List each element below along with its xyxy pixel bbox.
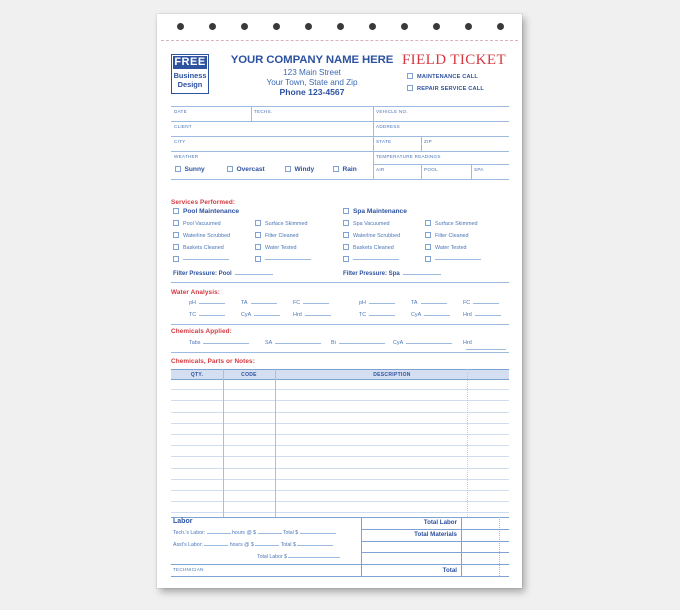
section-rule [171, 282, 509, 283]
checkbox-box[interactable] [343, 256, 349, 262]
checkbox-weather-rain[interactable] [333, 166, 357, 173]
input-line-total[interactable] [300, 533, 336, 534]
field-label: pH [359, 300, 366, 306]
field-tech-labor[interactable] [173, 530, 336, 536]
checkbox-box[interactable] [333, 166, 339, 172]
checkbox-box[interactable] [255, 220, 261, 226]
field-label: CyA [411, 312, 422, 318]
grid-rule [171, 106, 509, 107]
field-label: Hrd [463, 312, 472, 318]
section-rule [171, 517, 509, 518]
checkbox-spa-surface-skimmed[interactable] [425, 220, 478, 227]
checkbox-box[interactable] [425, 244, 431, 250]
checkbox-box[interactable] [255, 244, 261, 250]
checkbox-label: Baskets Cleaned [183, 245, 224, 251]
binding-hole [465, 23, 472, 30]
input-line[interactable] [288, 557, 340, 558]
field-ticket-form [157, 14, 522, 588]
checkbox-box[interactable] [175, 166, 181, 172]
checkbox-spa-water-tested[interactable] [425, 244, 466, 251]
field-label: Filter Pressure: Spa [343, 271, 400, 277]
field-asst-labor[interactable] [173, 542, 333, 548]
field-label-technician: TECHNICIAN [173, 567, 204, 572]
column-header-description: DESCRIPTION [373, 371, 411, 378]
section-divider [499, 517, 500, 576]
section-divider [461, 517, 462, 576]
total-label: Total [442, 566, 457, 574]
table-column-divider [275, 369, 276, 517]
checkbox-box[interactable] [407, 73, 413, 79]
grid-rule [171, 136, 509, 137]
grid-rule [171, 179, 509, 180]
totals-rule [361, 564, 509, 565]
input-line-rate[interactable] [258, 533, 282, 534]
input-line[interactable] [369, 303, 395, 304]
field-label: TA [411, 300, 418, 306]
field-label-state: STATE [376, 138, 392, 144]
checkbox-label: Overcast [236, 166, 265, 173]
field-label: TC [359, 312, 367, 318]
checkbox-pool-waterline-scrubbed[interactable] [173, 232, 230, 239]
checkbox-spa-vacuumed[interactable] [343, 220, 389, 227]
checkbox-pool-baskets-cleaned[interactable] [173, 244, 224, 251]
checkbox-label: Water Tested [265, 245, 297, 251]
field-label-address: ADDRESS [376, 123, 400, 129]
write-in-line[interactable] [435, 259, 481, 260]
checkbox-box[interactable] [173, 220, 179, 226]
checkbox-label: Spa Vacuumed [353, 221, 390, 227]
input-line-total[interactable] [297, 545, 333, 546]
field-ph-left[interactable] [189, 300, 225, 306]
company-phone: Phone 123-4567 [279, 87, 345, 97]
field-label: Asst's Labor: [173, 542, 203, 548]
section-rule [171, 576, 509, 577]
checkbox-label: Sunny [184, 166, 205, 173]
field-label: Total Labor $ [257, 554, 287, 560]
total-label: Total Materials [414, 531, 457, 538]
field-chem-hrd[interactable] [463, 340, 509, 352]
grid-rule [373, 164, 509, 165]
grid-rule [171, 121, 509, 122]
field-label: Filter Pressure: Pool [173, 271, 232, 277]
binding-hole [497, 23, 504, 30]
input-line-hours[interactable] [204, 545, 228, 546]
field-label-client: CLIENT [174, 123, 192, 129]
field-chem-tabs[interactable] [189, 340, 249, 346]
checkbox-pool-vacuumed[interactable] [173, 220, 221, 227]
company-city-state-zip: Your Town, State and Zip [266, 77, 358, 87]
checkbox-box[interactable] [343, 220, 349, 226]
checkbox-box[interactable] [285, 166, 291, 172]
grid-divider [421, 136, 422, 151]
checkbox-repair-service-call[interactable] [407, 85, 484, 92]
input-line[interactable] [475, 315, 501, 316]
field-label-date: DATE [174, 108, 187, 114]
checkbox-spa-custom-1[interactable] [343, 256, 399, 263]
checkbox-label: MAINTENANCE CALL [417, 74, 478, 80]
field-ph-right[interactable] [359, 300, 395, 306]
logo-design-text: Design [177, 80, 203, 90]
input-line-hours[interactable] [207, 533, 231, 534]
field-label: hours @ $ [232, 530, 257, 536]
free-business-design-logo [171, 54, 209, 94]
items-table [171, 369, 509, 517]
totals-rule [361, 541, 509, 542]
total-value-cell[interactable] [463, 566, 497, 575]
section-heading-water-analysis: Water Analysis: [171, 289, 220, 296]
input-line[interactable] [275, 343, 321, 344]
field-label-air: AIR [376, 166, 385, 172]
checkbox-label: Windy [294, 166, 315, 173]
checkbox-pool-water-tested[interactable] [255, 244, 296, 251]
column-header-qty: QTY. [190, 371, 204, 378]
grid-rule [171, 151, 509, 152]
checkbox-label: Waterline Scrubbed [353, 233, 401, 239]
binding-hole [369, 23, 376, 30]
field-label-techs: TECHS. [254, 108, 273, 114]
input-line-rate[interactable] [255, 545, 279, 546]
field-label: Tabs [189, 340, 201, 346]
checkbox-pool-maintenance[interactable] [173, 208, 239, 215]
field-label-spa: SPA [474, 166, 484, 172]
field-label: Total $ [280, 542, 296, 548]
input-line[interactable] [466, 349, 506, 350]
company-address: 123 Main Street [283, 68, 341, 77]
checkbox-spa-filter-cleaned[interactable] [425, 232, 469, 239]
logo-free-text: FREE [174, 56, 206, 69]
field-label: Hrd [293, 312, 302, 318]
input-line[interactable] [303, 303, 329, 304]
field-label: Hrd [463, 340, 472, 346]
table-column-divider [223, 369, 224, 517]
checkbox-label: Filter Cleaned [435, 233, 469, 239]
section-heading-services-performed: Services Performed: [171, 199, 236, 206]
checkbox-box[interactable] [425, 220, 431, 226]
checkbox-weather-windy[interactable] [285, 166, 314, 173]
field-filter-pressure-spa[interactable] [343, 271, 441, 277]
logo-business-text: Business [173, 71, 207, 81]
field-tc-left[interactable] [189, 312, 225, 318]
checkbox-box[interactable] [407, 85, 413, 91]
binding-hole [433, 23, 440, 30]
checkbox-label: Pool Maintenance [183, 208, 240, 215]
checkbox-label: Waterline Scrubbed [183, 233, 231, 239]
write-in-line[interactable] [265, 259, 311, 260]
checkbox-label: Water Tested [435, 245, 467, 251]
checkbox-label: Surface Skimmed [435, 221, 478, 227]
field-label: TA [241, 300, 248, 306]
checkbox-spa-baskets-cleaned[interactable] [343, 244, 394, 251]
field-fc-right[interactable] [463, 300, 499, 306]
labor-title: Labor [173, 518, 193, 525]
checkbox-box[interactable] [255, 256, 261, 262]
binding-hole [273, 23, 280, 30]
checkbox-box[interactable] [173, 208, 179, 214]
field-label: CyA [241, 312, 252, 318]
checkbox-box[interactable] [425, 256, 431, 262]
input-line[interactable] [203, 343, 249, 344]
labor-and-totals-section [171, 517, 509, 577]
checkbox-box[interactable] [173, 244, 179, 250]
checkbox-label: Filter Cleaned [265, 233, 299, 239]
table-row[interactable] [171, 501, 509, 513]
field-total-labor[interactable] [257, 554, 340, 560]
field-cya-left[interactable] [241, 312, 280, 318]
checkbox-weather-overcast[interactable] [227, 166, 265, 173]
field-label: TC [189, 312, 197, 318]
input-line[interactable] [254, 315, 280, 316]
checkbox-spa-custom-2[interactable] [425, 256, 481, 263]
input-line[interactable] [199, 315, 225, 316]
perforation-line [161, 40, 518, 41]
input-line[interactable] [424, 315, 450, 316]
client-info-grid [171, 106, 509, 196]
binding-hole [209, 23, 216, 30]
field-label: Bi [331, 340, 336, 346]
field-chem-sa[interactable] [265, 340, 321, 346]
input-line[interactable] [305, 315, 331, 316]
field-label-zip: ZIP [424, 138, 432, 144]
section-rule [171, 324, 509, 325]
total-value-cell[interactable] [463, 531, 497, 540]
field-label: Total $ [282, 530, 299, 536]
total-value-cell[interactable] [463, 543, 497, 552]
company-name: YOUR COMPANY NAME HERE [230, 54, 394, 66]
checkbox-pool-filter-cleaned[interactable] [255, 232, 299, 239]
section-heading-chemicals-applied: Chemicals Applied: [171, 328, 232, 335]
input-line[interactable] [421, 303, 447, 304]
field-label: pH [189, 300, 196, 306]
checkbox-box[interactable] [343, 232, 349, 238]
checkbox-box[interactable] [425, 232, 431, 238]
field-label: hours @ $ [229, 542, 254, 548]
field-label-pool: POOL [424, 166, 438, 172]
grid-divider [421, 164, 422, 179]
checkbox-pool-surface-skimmed[interactable] [255, 220, 308, 227]
input-line[interactable] [235, 274, 273, 275]
input-line[interactable] [406, 343, 452, 344]
checkbox-pool-custom-2[interactable] [255, 256, 311, 263]
field-label: FC [463, 300, 471, 306]
checkbox-box[interactable] [227, 166, 233, 172]
page-title: FIELD TICKET [401, 52, 507, 68]
field-tc-right[interactable] [359, 312, 395, 318]
form-header [171, 52, 509, 102]
checkbox-box[interactable] [173, 232, 179, 238]
column-header-code: CODE [241, 371, 257, 378]
table-column-divider [467, 369, 468, 517]
checkbox-label: Surface Skimmed [265, 221, 308, 227]
checkbox-maintenance-call[interactable] [407, 73, 478, 80]
checkbox-label: Pool Vacuumed [183, 221, 221, 227]
input-line[interactable] [473, 303, 499, 304]
checkbox-label: REPAIR SERVICE CALL [417, 86, 484, 92]
checkbox-label: Rain [342, 166, 357, 173]
field-chem-bi[interactable] [331, 340, 385, 346]
input-line[interactable] [369, 315, 395, 316]
field-label: FC [293, 300, 301, 306]
input-line[interactable] [199, 303, 225, 304]
grid-divider [373, 151, 374, 179]
binding-hole [177, 23, 184, 30]
checkbox-box[interactable] [173, 256, 179, 262]
checkbox-box[interactable] [343, 208, 349, 214]
field-hrd-right[interactable] [463, 312, 501, 318]
input-line[interactable] [251, 303, 277, 304]
grid-divider [471, 164, 472, 179]
write-in-line[interactable] [183, 259, 229, 260]
binding-hole [241, 23, 248, 30]
field-label: SA [265, 340, 273, 346]
field-label: CyA [393, 340, 404, 346]
field-label-city: CITY [174, 138, 186, 144]
section-heading-chemicals-parts-notes: Chemicals, Parts or Notes: [171, 358, 255, 365]
grid-divider [251, 106, 252, 121]
checkbox-pool-custom-1[interactable] [173, 256, 229, 263]
section-rule [171, 352, 509, 353]
field-chem-cya[interactable] [393, 340, 452, 346]
totals-rule [361, 552, 509, 553]
checkbox-spa-maintenance[interactable] [343, 208, 407, 215]
checkbox-weather-sunny[interactable] [175, 166, 205, 173]
checkbox-spa-waterline-scrubbed[interactable] [343, 232, 400, 239]
checkbox-label: Spa Maintenance [353, 208, 407, 215]
binding-hole [305, 23, 312, 30]
total-label: Total Labor [423, 519, 457, 527]
input-line[interactable] [339, 343, 385, 344]
binding-hole [337, 23, 344, 30]
checkbox-box[interactable] [343, 244, 349, 250]
totals-rule [361, 529, 509, 530]
total-value-cell[interactable] [463, 519, 497, 528]
write-in-line[interactable] [353, 259, 399, 260]
input-line[interactable] [403, 274, 441, 275]
field-cya-right[interactable] [411, 312, 450, 318]
field-ta-left[interactable] [241, 300, 277, 306]
field-label-weather: WEATHER [174, 153, 199, 159]
field-ta-right[interactable] [411, 300, 447, 306]
checkbox-label: Baskets Cleaned [353, 245, 394, 251]
binding-hole [401, 23, 408, 30]
field-label-vehicle-no: VEHICLE NO. [376, 108, 408, 114]
field-filter-pressure-pool[interactable] [173, 271, 273, 277]
checkbox-box[interactable] [255, 232, 261, 238]
field-hrd-left[interactable] [293, 312, 331, 318]
field-label: Tech.'s Labor: [173, 530, 206, 536]
field-fc-left[interactable] [293, 300, 329, 306]
total-value-cell[interactable] [463, 554, 497, 563]
field-label-temperature-readings: TEMPERATURE READINGS [376, 153, 441, 159]
